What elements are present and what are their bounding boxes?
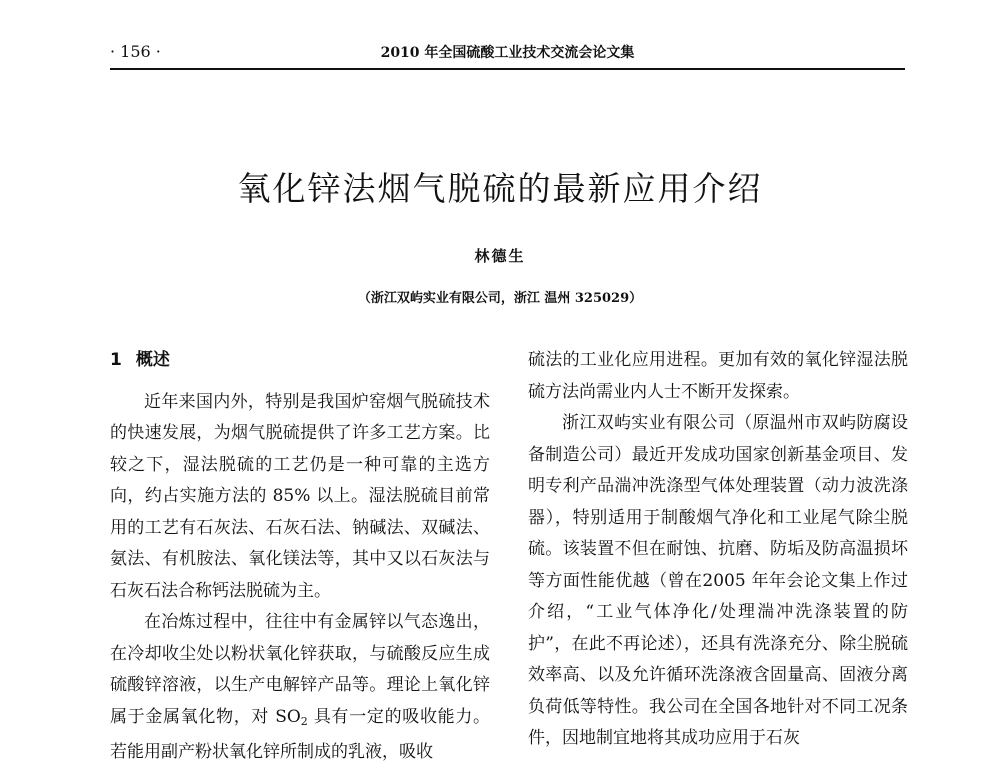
running-header [110, 38, 905, 64]
section-number: 1 [110, 350, 122, 370]
paragraph: 近年来国内外，特别是我国炉窑烟气脱硫技术的快速发展，为烟气脱硫提供了许多工艺方案。比较之下，湿法脱硫的工艺仍是一种可靠的主选方向，约占实施方法的 85% 以上。湿法脱硫目前常用的工艺有石灰法、石灰石法、钠碱法、双碱法、氨法、有机胺法、氧化镁法等，其中又以石灰法与石灰石法合称钙法脱硫为主。 [110, 391, 490, 601]
section-title: 概述 [135, 350, 170, 370]
paragraph: 浙江双屿实业有限公司（原温州市双屿防腐设备制造公司）最近开发成功国家创新基金项目、发明专利产品湍冲洗涤型气体处理装置（动力波洗涤器），特别适用于制酸烟气净化和工业尾气除尘脱硫。该装置不但在耐蚀、抗磨、防垢及防高温损坏等方面性能优越（曾在2005 年年会论文集上作过介绍，“工业气体净化/处理湍冲洗涤装置的防护”，在此不再论述），还具有洗涤充分、除尘脱硫效率高、以及允许循环洗涤液含固量高、固液分离负荷低等特性。我公司在全国各地针对不同工况条件，因地制宜地将其成功应用于石灰 [528, 413, 908, 748]
author-name: 林德生 [474, 247, 526, 265]
paragraph-text: 具有一定的吸收能力。若能用副产粉状氧化锌所制成的乳液，吸收 [110, 706, 490, 762]
author-affiliation: （浙江双屿实业有限公司，浙江 温州 325029） [357, 291, 643, 306]
running-title: 2010 年全国硫酸工业技术交流会论文集 [380, 45, 635, 61]
right-column [528, 345, 908, 755]
header-rule [110, 68, 905, 70]
paragraph [110, 607, 490, 769]
section-heading [110, 345, 490, 377]
paragraph-text: 在冶炼过程中，往往中有金属锌以气态逸出，在冷却收尘处以粉状氧化锌获取，与硫酸反应生成硫酸锌溶液，以生产电解锌产品等。理论上氧化锌属于金属氧化物，对 SO [110, 612, 490, 727]
page-number: · 156 · [110, 42, 161, 61]
left-column [110, 345, 490, 769]
subscript: 2 [300, 714, 308, 728]
paper-title: 氧化锌法烟气脱硫的最新应用介绍 [237, 169, 763, 208]
paragraph: 硫法的工业化应用进程。更加有效的氧化锌湿法脱硫方法尚需业内人士不断开发探索。 [528, 350, 908, 402]
